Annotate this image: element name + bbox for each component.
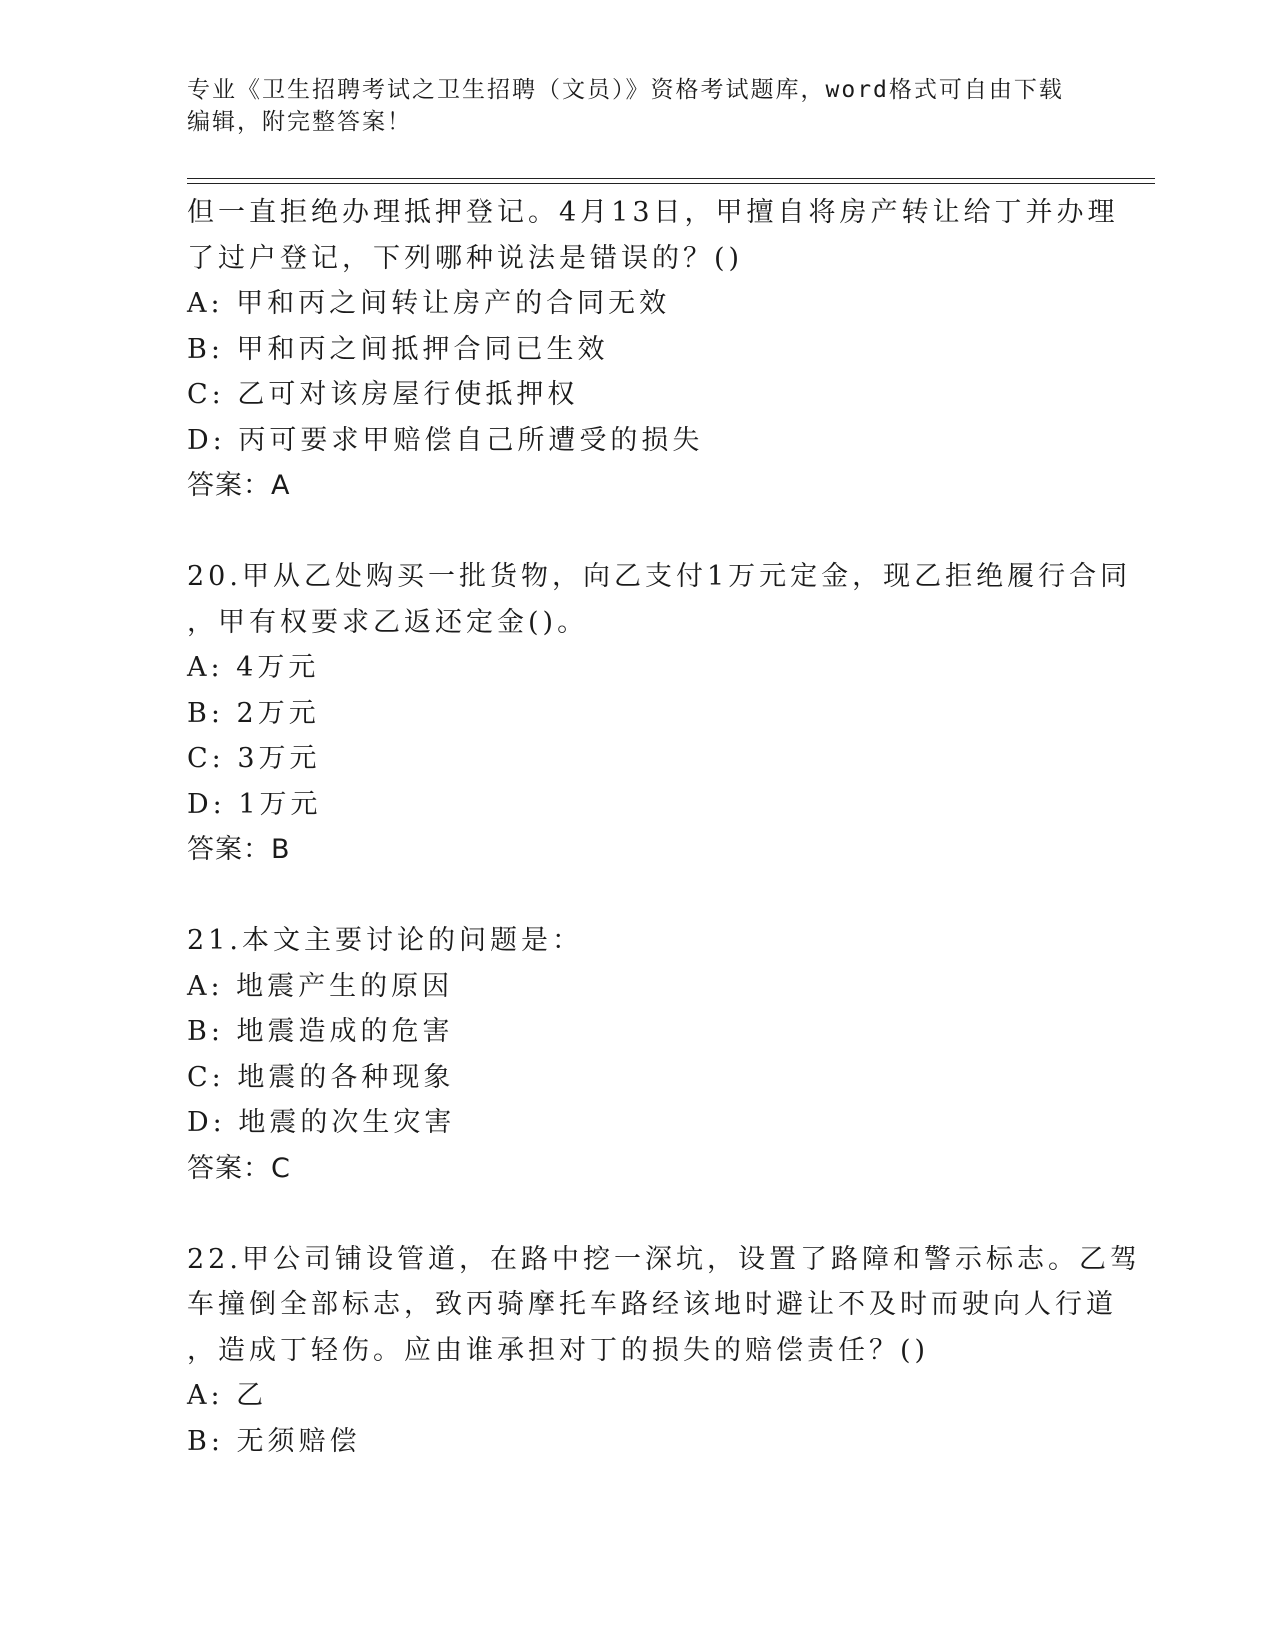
header-divider-bottom [187,183,1155,184]
answer: 答案：B [187,834,291,865]
option-b: B: 无须赔偿 [187,1425,361,1457]
question-text: ，甲有权要求乙返还定金()。 [187,606,589,638]
option-a: A: 4万元 [187,652,320,683]
header-line-2: 编辑，附完整答案！ [187,109,412,135]
question-text: ，造成丁轻伤。应由谁承担对丁的损失的赔偿责任？() [187,1334,930,1366]
question-20 [187,554,1132,873]
spacer [187,873,1087,919]
answer: 答案：A [187,470,291,501]
question-text: 22.甲公司铺设管道，在路中挖一深坑，设置了路障和警示标志。乙驾 [187,1243,1141,1275]
option-b: B: 甲和丙之间抵押合同已生效 [187,333,609,365]
answer: 答案：C [187,1152,291,1184]
option-a: A: 地震产生的原因 [187,970,454,1002]
option-c: C: 3万元 [187,743,321,774]
question-19 [187,190,1119,509]
question-22 [187,1237,1141,1465]
option-b: B: 地震造成的危害 [187,1016,454,1047]
option-c: C: 地震的各种现象 [187,1061,455,1093]
document-header [187,74,1087,138]
question-text: 21.本文主要讨论的问题是： [187,925,583,956]
option-b: B: 2万元 [187,697,320,729]
option-d: D: 地震的次生灾害 [187,1107,456,1138]
question-text: 了过户登记，下列哪种说法是错误的？() [187,242,744,274]
header-divider-top [187,178,1155,179]
document-body [187,190,1141,1464]
option-d: D: 丙可要求甲赔偿自己所遭受的损失 [187,424,704,456]
header-line-1: 专业《卫生招聘考试之卫生招聘（文员）》资格考试题库，word格式可自由下载 [187,77,1064,103]
option-a: A: 甲和丙之间转让房产的合同无效 [187,288,671,319]
question-21 [187,918,1087,1191]
option-d: D: 1万元 [187,788,322,820]
spacer [187,509,1087,555]
question-text: 但一直拒绝办理抵押登记。4月13日，甲擅自将房产转让给丁并办理 [187,197,1119,228]
option-a: A: 乙 [187,1380,268,1411]
option-c: C: 乙可对该房屋行使抵押权 [187,379,579,410]
question-text: 车撞倒全部标志，致丙骑摩托车路经该地时避让不及时而驶向人行道 [187,1289,1117,1320]
spacer [187,1191,1087,1237]
question-text: 20.甲从乙处购买一批货物，向乙支付1万元定金，现乙拒绝履行合同 [187,561,1132,592]
